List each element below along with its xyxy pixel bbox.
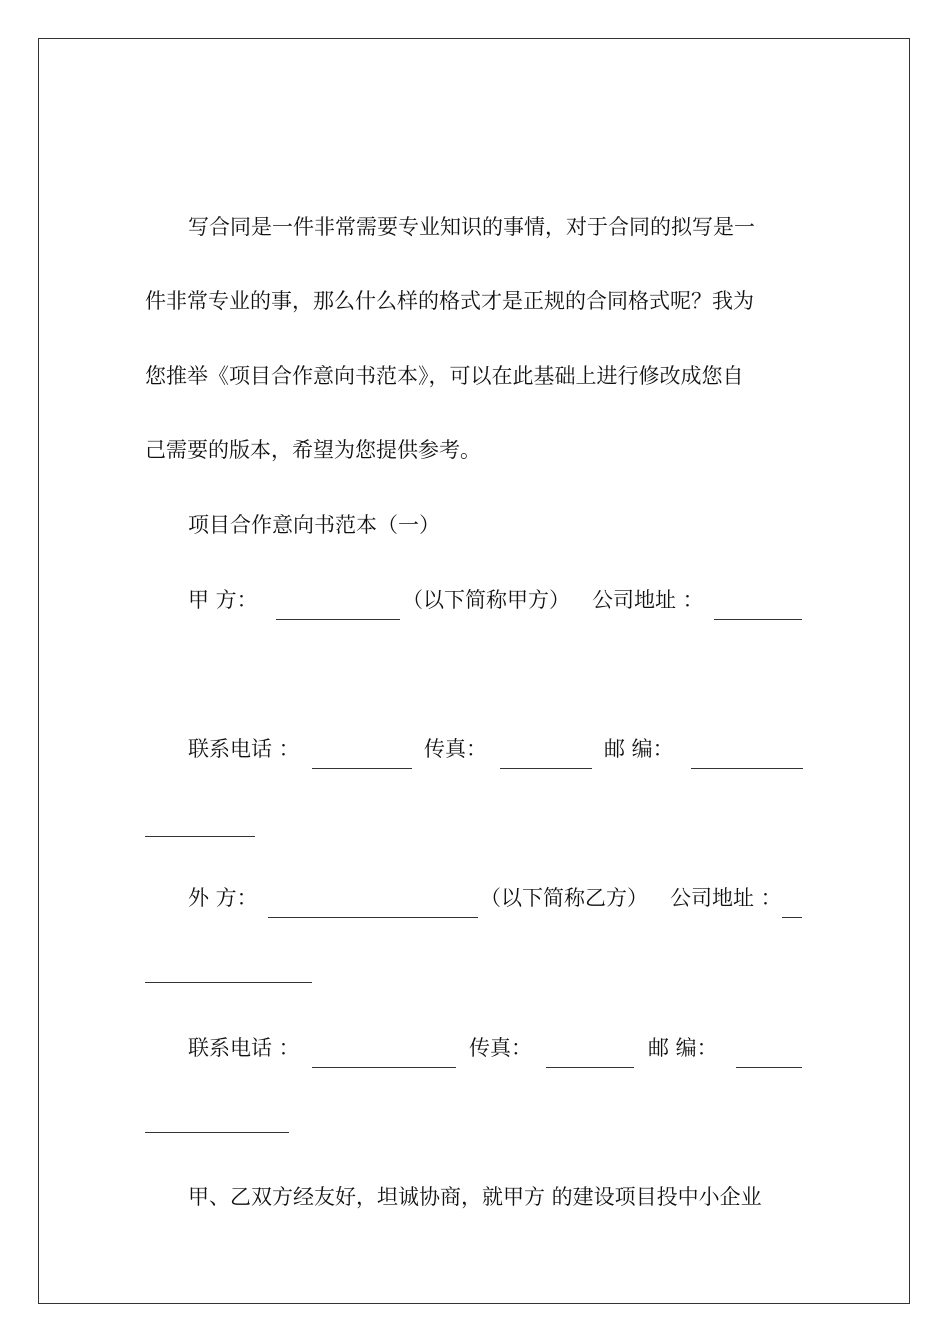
party-a-zip-blank-cont xyxy=(145,814,255,837)
party-a-phone-label: 联系电话 ： xyxy=(188,737,300,761)
party-a-phone-blank xyxy=(312,738,412,769)
closing-line: 甲、乙双方经友好，坦诚协商，就甲方 的建设项目投中小企业 xyxy=(188,1185,762,1209)
intro-line-1: 写合同是一件非常需要专业知识的事情，对于合同的拟写是一 xyxy=(188,215,755,239)
party-a-name-blank xyxy=(276,589,400,620)
party-b-phone-blank xyxy=(312,1037,456,1068)
party-a-fax-label: 传真： xyxy=(424,737,487,761)
party-a-address-blank xyxy=(714,589,802,620)
party-b-zip-blank-cont xyxy=(145,1110,289,1133)
party-a-label: 甲 方： xyxy=(188,588,258,612)
intro-line-3: 您推举《项目合作意向书范本》，可以在此基础上进行修改成您自 xyxy=(145,364,744,388)
party-b-address-label: 公司地址 ： xyxy=(670,886,782,910)
party-b-fax-label: 传真： xyxy=(469,1036,532,1060)
party-b-fax-blank xyxy=(546,1037,634,1068)
intro-line-2: 件非常专业的事，那么什么样的格式才是正规的合同格式呢？我为 xyxy=(145,289,754,313)
intro-line-4: 己需要的版本，希望为您提供参考。 xyxy=(145,438,481,462)
party-a-contact-row xyxy=(188,734,848,764)
party-a-abbr: （以下简称甲方） xyxy=(402,588,570,612)
party-a-address-label: 公司地址 ： xyxy=(592,588,704,612)
party-b-abbr: （以下简称乙方） xyxy=(480,886,648,910)
party-a-zip-blank xyxy=(691,738,803,769)
party-b-zip-label: 邮 编： xyxy=(648,1036,718,1060)
party-b-row xyxy=(188,883,848,913)
party-b-label: 外 方： xyxy=(188,886,258,910)
party-b-contact-row xyxy=(188,1033,848,1063)
party-b-address-blank-cont xyxy=(145,960,312,983)
party-a-fax-blank xyxy=(500,738,592,769)
party-a-row xyxy=(188,585,848,615)
party-b-phone-label: 联系电话 ： xyxy=(188,1036,300,1060)
document-heading: 项目合作意向书范本（一） xyxy=(188,513,440,537)
party-b-name-blank xyxy=(268,887,478,918)
party-b-zip-blank xyxy=(736,1037,802,1068)
party-a-zip-label: 邮 编： xyxy=(604,737,674,761)
party-b-address-blank xyxy=(782,887,802,918)
